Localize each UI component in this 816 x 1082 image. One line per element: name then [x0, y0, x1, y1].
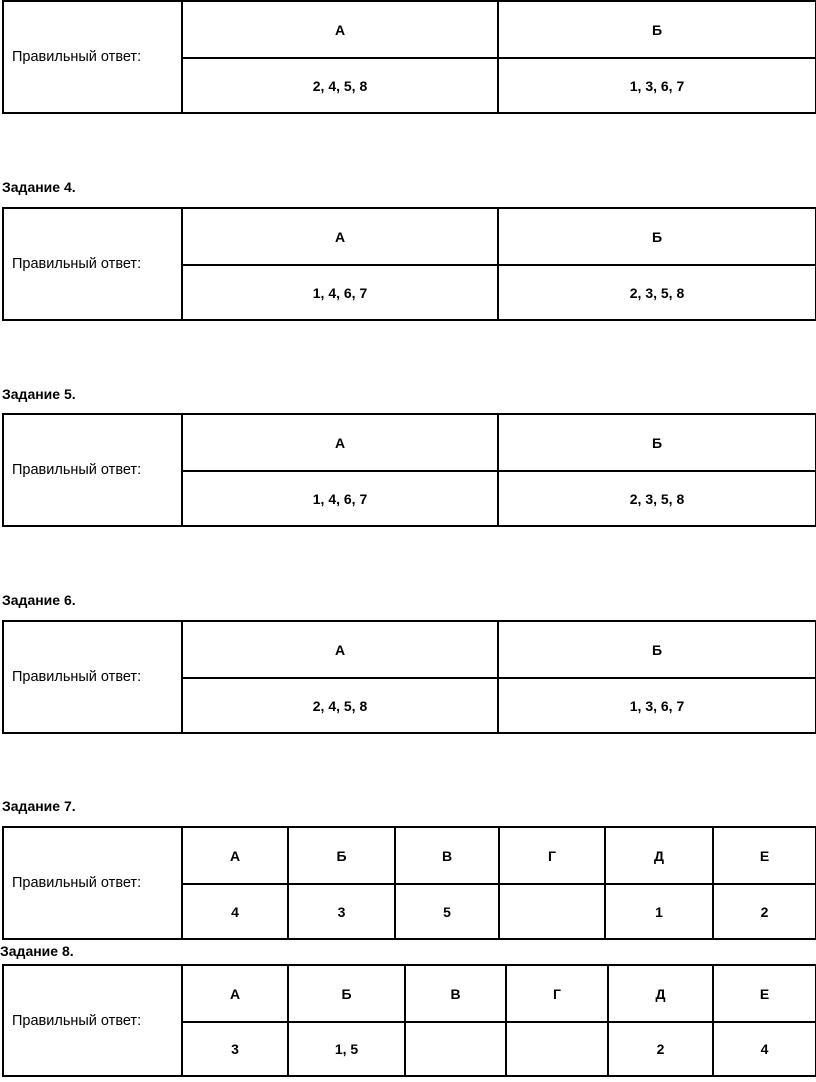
- value-cell: 3: [288, 884, 395, 939]
- header-cell: Д: [605, 827, 713, 884]
- value-cell: 2: [713, 884, 816, 939]
- answer-label: Правильный ответ:: [3, 1, 182, 113]
- header-cell: Е: [713, 827, 816, 884]
- value-cell: 1, 3, 6, 7: [498, 678, 816, 733]
- header-cell: Б: [288, 827, 395, 884]
- value-cell: 2, 4, 5, 8: [182, 678, 498, 733]
- header-cell: Д: [608, 965, 713, 1022]
- answer-table-task-5: [2, 413, 816, 527]
- answer-table-top: [2, 0, 816, 114]
- value-cell: 2: [608, 1022, 713, 1076]
- value-cell: 1, 5: [288, 1022, 405, 1076]
- header-cell: А: [182, 827, 288, 884]
- answer-label: Правильный ответ:: [3, 414, 182, 526]
- value-cell: [506, 1022, 608, 1076]
- value-cell: 1, 4, 6, 7: [182, 265, 498, 320]
- header-cell: А: [182, 414, 498, 471]
- value-cell: 1, 4, 6, 7: [182, 471, 498, 526]
- header-cell: Б: [498, 1, 816, 58]
- answer-label: Правильный ответ:: [3, 965, 182, 1076]
- header-cell: Б: [498, 208, 816, 265]
- task-4-heading: Задание 4.: [2, 179, 76, 195]
- header-cell: Б: [498, 621, 816, 678]
- answer-table-task-4: [2, 207, 816, 321]
- value-cell: 1, 3, 6, 7: [498, 58, 816, 113]
- answer-table-task-6: [2, 620, 816, 734]
- value-cell: [499, 884, 605, 939]
- task-5-heading: Задание 5.: [2, 386, 76, 402]
- value-cell: 2, 3, 5, 8: [498, 265, 816, 320]
- header-cell: А: [182, 208, 498, 265]
- value-cell: 2, 4, 5, 8: [182, 58, 498, 113]
- header-cell: Б: [288, 965, 405, 1022]
- header-cell: Е: [713, 965, 816, 1022]
- header-cell: А: [182, 621, 498, 678]
- answer-table-task-7: [2, 826, 816, 940]
- header-cell: В: [405, 965, 506, 1022]
- value-cell: [405, 1022, 506, 1076]
- task-8-heading: Задание 8.: [0, 943, 74, 959]
- value-cell: 4: [713, 1022, 816, 1076]
- answer-label: Правильный ответ:: [3, 621, 182, 733]
- answer-label: Правильный ответ:: [3, 208, 182, 320]
- value-cell: 2, 3, 5, 8: [498, 471, 816, 526]
- task-7-heading: Задание 7.: [2, 798, 76, 814]
- value-cell: 4: [182, 884, 288, 939]
- answer-table-task-8: [2, 964, 816, 1077]
- task-6-heading: Задание 6.: [2, 592, 76, 608]
- value-cell: 3: [182, 1022, 288, 1076]
- header-cell: Г: [499, 827, 605, 884]
- header-cell: А: [182, 965, 288, 1022]
- header-cell: Г: [506, 965, 608, 1022]
- value-cell: 1: [605, 884, 713, 939]
- header-cell: Б: [498, 414, 816, 471]
- header-cell: В: [395, 827, 499, 884]
- answer-label: Правильный ответ:: [3, 827, 182, 939]
- header-cell: А: [182, 1, 498, 58]
- value-cell: 5: [395, 884, 499, 939]
